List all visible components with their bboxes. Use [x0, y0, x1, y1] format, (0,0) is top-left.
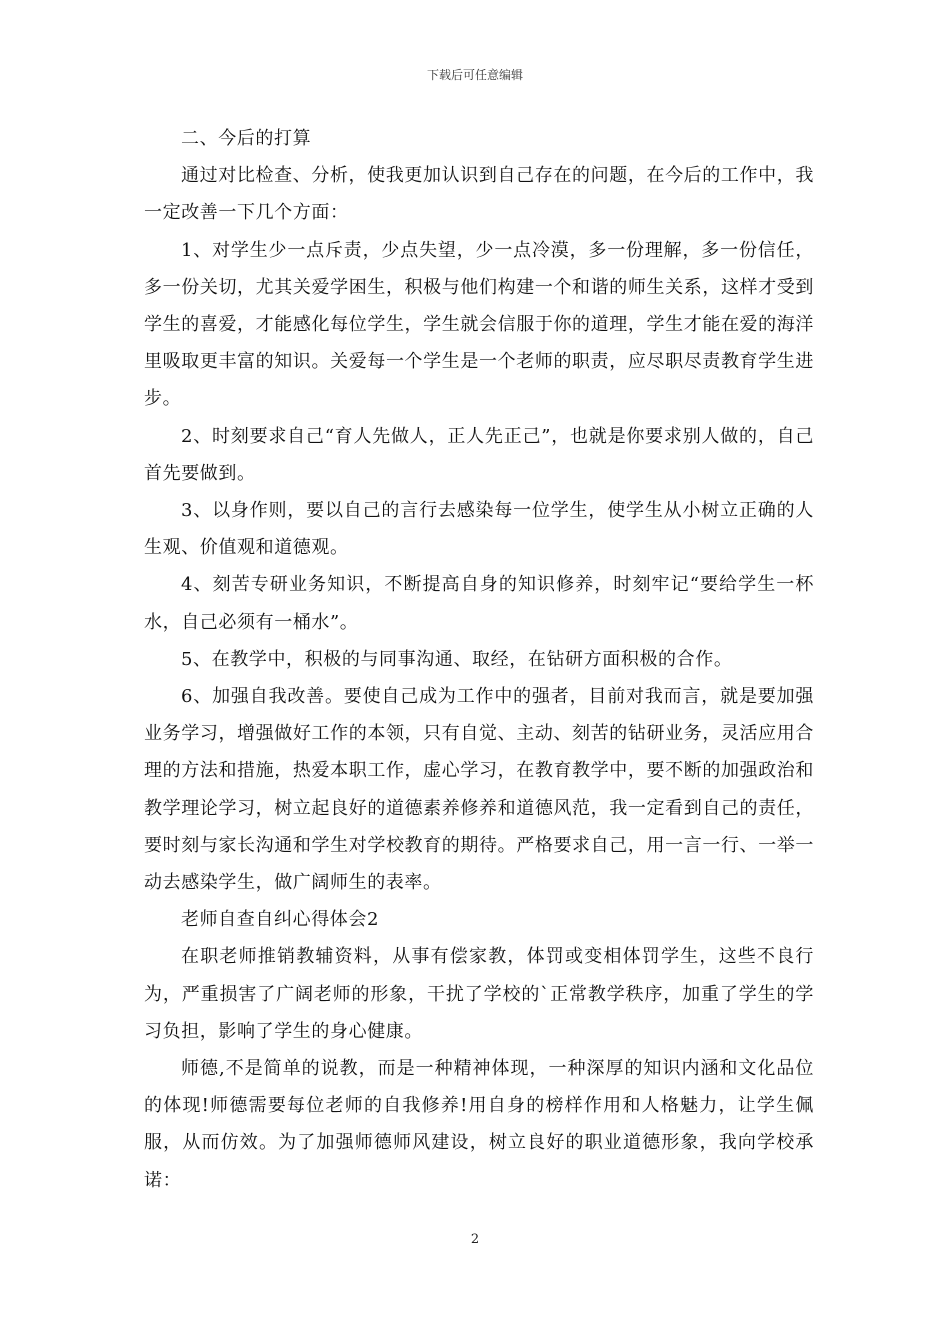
- paragraph-item-6: 6、加强自我改善。要使自己成为工作中的强者，目前对我而言，就是要加强业务学习，增强做好工作的本领，只有自觉、主动、刻苦的钻研业务，灵活应用合理的方法和措施，热爱本职工作，虚心学习，在教育教学中，要不断的加强政治和教学理论学习，树立起良好的道德素养修养和道德风范，我一定看到自己的责任，要时刻与家长沟通和学生对学校教育的期待。严格要求自己，用一言一行、一举一动去感染学生，做广阔师生的表率。: [144, 686, 814, 894]
- paragraph-item-2: 2、时刻要求自己“育人先做人，正人先正己”，也就是你要求别人做的，自己首先要做到。: [144, 425, 814, 484]
- paragraph-item-4: 4、刻苦专研业务知识，不断提高自身的知识修养，时刻牢记“要给学生一杯水，自己必须有一桶水”。: [144, 574, 814, 633]
- document-body: [144, 120, 814, 1199]
- page-header: 下载后可任意编辑: [426, 68, 523, 82]
- paragraph-article-1: 在职老师推销教辅资料，从事有偿家教，体罚或变相体罚学生，这些不良行为，严重损害了广阔老师的形象，干扰了学校的`正常教学秩序，加重了学生的学习负担，影响了学生的身心健康。: [144, 946, 814, 1042]
- article-title: 老师自查自纠心得体会2: [181, 909, 380, 931]
- section-heading: 二、今后的打算: [181, 128, 312, 149]
- paragraph-item-5: 5、在教学中，积极的与同事沟通、取经，在钻研方面积极的合作。: [181, 648, 733, 670]
- page-number: 2: [470, 1232, 480, 1247]
- paragraph-item-1: 1、对学生少一点斥责，少点失望，少一点冷漠，多一份理解，多一份信任，多一份关切，尤其关爱学困生，积极与他们构建一个和谐的师生关系，这样才受到学生的喜爱，才能感化每位学生，学生就会信服于你的道理，学生才能在爱的海洋里吸取更丰富的知识。关爱每一个学生是一个老师的职责，应尽职尽责教育学生进步。: [144, 239, 814, 410]
- paragraph-item-3: 3、以身作则，要以自己的言行去感染每一位学生，使学生从小树立正确的人生观、价值观和道德观。: [144, 500, 814, 559]
- paragraph-article-2: 师德,不是简单的说教，而是一种精神体现，一种深厚的知识内涵和文化品位的体现!师德需要每位老师的自我修养!用自身的榜样作用和人格魅力，让学生佩服，从而仿效。为了加强师德师风建设，树立良好的职业道德形象，我向学校承诺：: [144, 1058, 814, 1191]
- paragraph-intro: 通过对比检查、分析，使我更加认识到自己存在的问题，在今后的工作中，我一定改善一下几个方面：: [144, 165, 814, 224]
